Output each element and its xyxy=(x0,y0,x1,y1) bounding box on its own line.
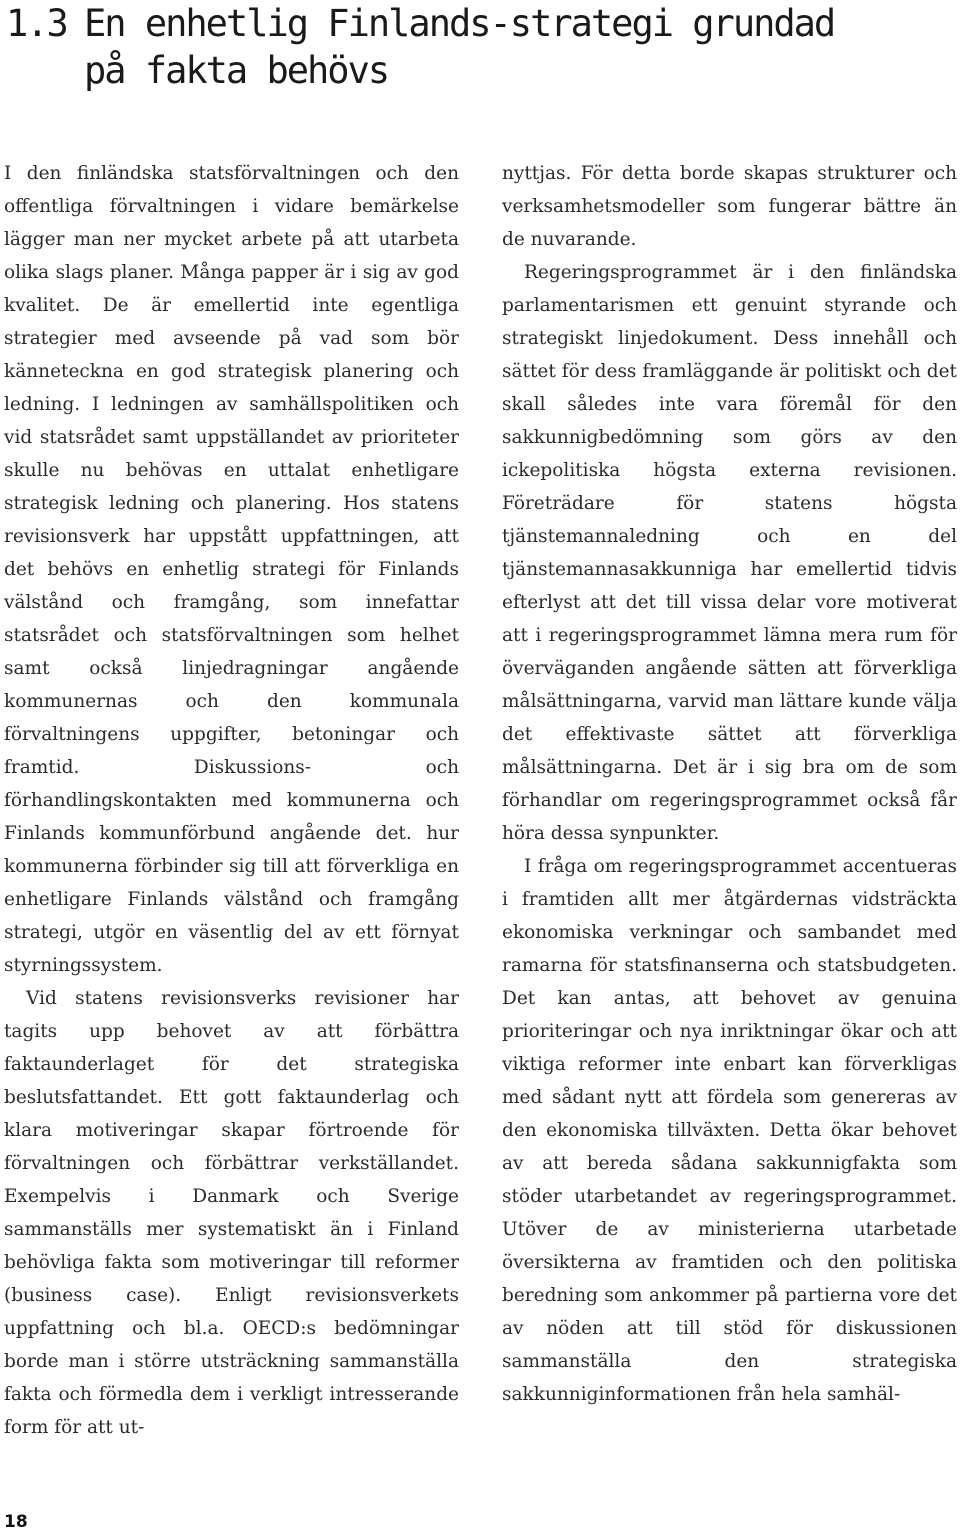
section-number: 1.3 xyxy=(6,2,67,45)
section-title-line-1: En enhetlig Finlands-strategi grundad xyxy=(84,2,835,45)
right-paragraph-2: Regeringsprogrammet är i den finländska parlamentarismen ett genuint styrande och strategiskt linjedokument. Dess innehåll och sättet för dess framläggande är politiskt och det skall således inte vara föremål för den sakkunnigbedömning som görs av den ickepolitiska högsta externa revisionen. Företrädare för statens högsta tjänstemannaledning och en del tjänstemannasakkunniga har emellertid tidvis efterlyst att det till vissa delar vore motiverat att i regeringsprogrammet lämna mera rum för överväganden angående sätten att förverkliga målsättningarna, varvid man lättare kunde välja det effektivaste sättet att förverkliga målsättningarna. Det är i sig bra om de som förhandlar om regeringsprogrammet också får höra dessa synpunkter. xyxy=(502,262,957,844)
right-paragraph-3: I fråga om regeringsprogrammet accentueras i framtiden allt mer åtgärdernas vidsträckta ekonomiska verkningar och sambandet med ramarna för statsfinanserna och statsbudgeten. Det kan antas, att behovet av genuina prioriteringar och nya inriktningar ökar och att viktiga reformer inte enbart kan förverkligas med sådant nytt att fördela som genereras av den ekonomiska tillväxten. Detta ökar behovet av att bereda sådana sakkunnigfakta som stöder utarbetandet av regeringsprogrammet. Utöver de av ministerierna utarbetade översikterna av framtiden och den politiska beredning som ankommer på partierna vore det av nöden att till stöd för diskussionen sammanställa den strategiska sakkunniginformationen från hela samhäl- xyxy=(502,856,957,1405)
left-paragraph-1: I den finländska statsförvaltningen och den offentliga förvaltningen i vidare bemärkelse lägger man ner mycket arbete på att utarbeta olika slags planer. Många papper är i sig av god kvalitet. De är emellertid inte egentliga strategier med avseende på vad som bör känneteckna en god strategisk planering och ledning. I ledningen av samhällspolitiken och vid statsrådet samt uppställandet av prioriteter skulle nu behövas en uttalat enhetligare strategisk ledning och planering. Hos statens revisionsverk har uppstått uppfattningen, att det behövs en enhetlig strategi för Finlands välstånd och framgång, som innefattar statsrådet och statsförvaltningen som helhet samt också linjedragningar angående kommunernas och den kommunala förvaltningens uppgifter, betoningar och framtid. Diskussions- och förhandlingskontakten med kommunerna och Finlands kommunförbund angående det. hur kommunerna förbinder sig till att förverkliga en enhetligare Finlands välstånd och framgång strategi, utgör en väsentlig del av ett förnyat styrningssystem. xyxy=(4,163,459,976)
section-heading xyxy=(6,0,946,94)
left-column xyxy=(4,157,459,1444)
section-title-line-2: på fakta behövs xyxy=(84,49,389,92)
right-paragraph-1: nyttjas. För detta borde skapas strukturer och verksamhetsmodeller som fungerar bättre än de nuvarande. xyxy=(502,163,957,250)
left-paragraph-2: Vid statens revisionsverks revisioner har tagits upp behovet av att förbättra faktaunderlaget för det strategiska beslutsfattandet. Ett gott faktaunderlag och klara motiveringar skapar förtroende för förvaltningen och förbättrar verkställandet. Exempelvis i Danmark och Sverige sammanställs mer systematiskt än i Finland behövliga fakta som motiveringar till reformer (business case). Enligt revisionsverkets uppfattning och bl.a. OECD:s bedömningar borde man i större utsträckning sammanställa fakta och förmedla dem i verkligt intresserande form för att ut- xyxy=(4,988,459,1438)
page-number: 18 xyxy=(4,1512,28,1532)
right-column xyxy=(502,157,957,1411)
